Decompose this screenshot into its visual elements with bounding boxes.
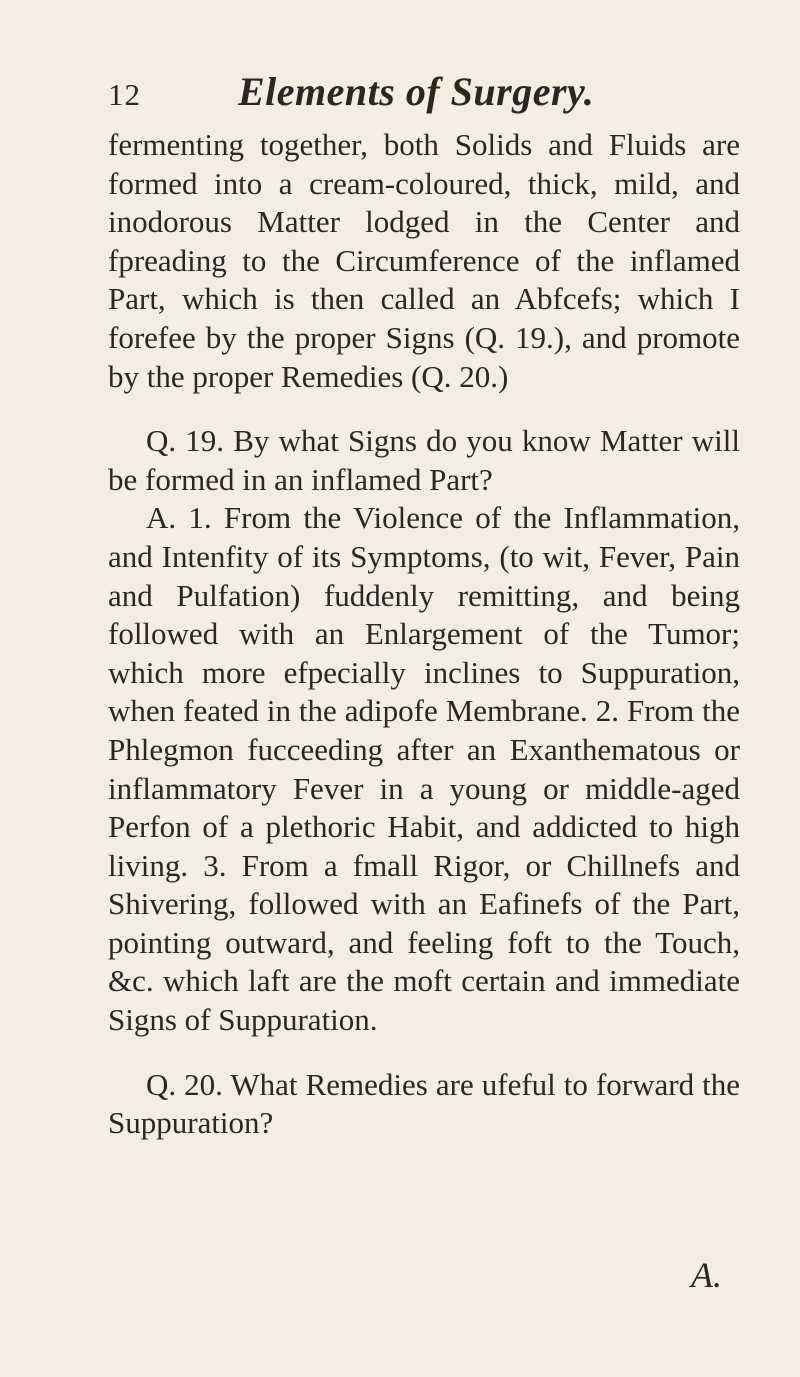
page-number: 12 xyxy=(108,77,141,112)
body-text xyxy=(108,126,740,1143)
answer-19: A. 1. From the Violence of the Inflammation, and Intenfity of its Symptoms, (to wit, Fever, Pain and Pulfation) fuddenly remitting, and being followed with an Enlargement of the Tumor; which more efpecially inclines to Suppuration, when feated in the adipofe Membrane. 2. From the Phlegmon fucceeding after an Exanthematous or inflammatory Fever in a young or middle-aged Perfon of a plethoric Habit, and addicted to high living. 3. From a fmall Rigor, or Chillnefs and Shivering, followed with an Eafinefs of the Part, pointing outward, and feeling foft to the Touch, &c. which laft are the moft certain and immediate Signs of Suppuration. xyxy=(108,500,740,1038)
running-title: Elements of Surgery. xyxy=(238,69,595,114)
running-head xyxy=(108,68,740,124)
paragraph-continuation: fermenting together, both Solids and Fluids are formed into a cream-coloured, thick, mild, and inodorous Matter lodged in the Center and fpreading to the Circumference of the inflamed Part, which is then called an Abfcefs; which I forefee by the proper Signs (Q. 19.), and promote by the proper Remedies (Q. 20.) xyxy=(108,127,740,394)
question-20: Q. 20. What Remedies are ufeful to forward the Suppuration? xyxy=(108,1066,740,1141)
catchword: A. xyxy=(691,1255,722,1295)
question-19: Q. 19. By what Signs do you know Matter will be formed in an inflamed Part? xyxy=(108,423,740,497)
